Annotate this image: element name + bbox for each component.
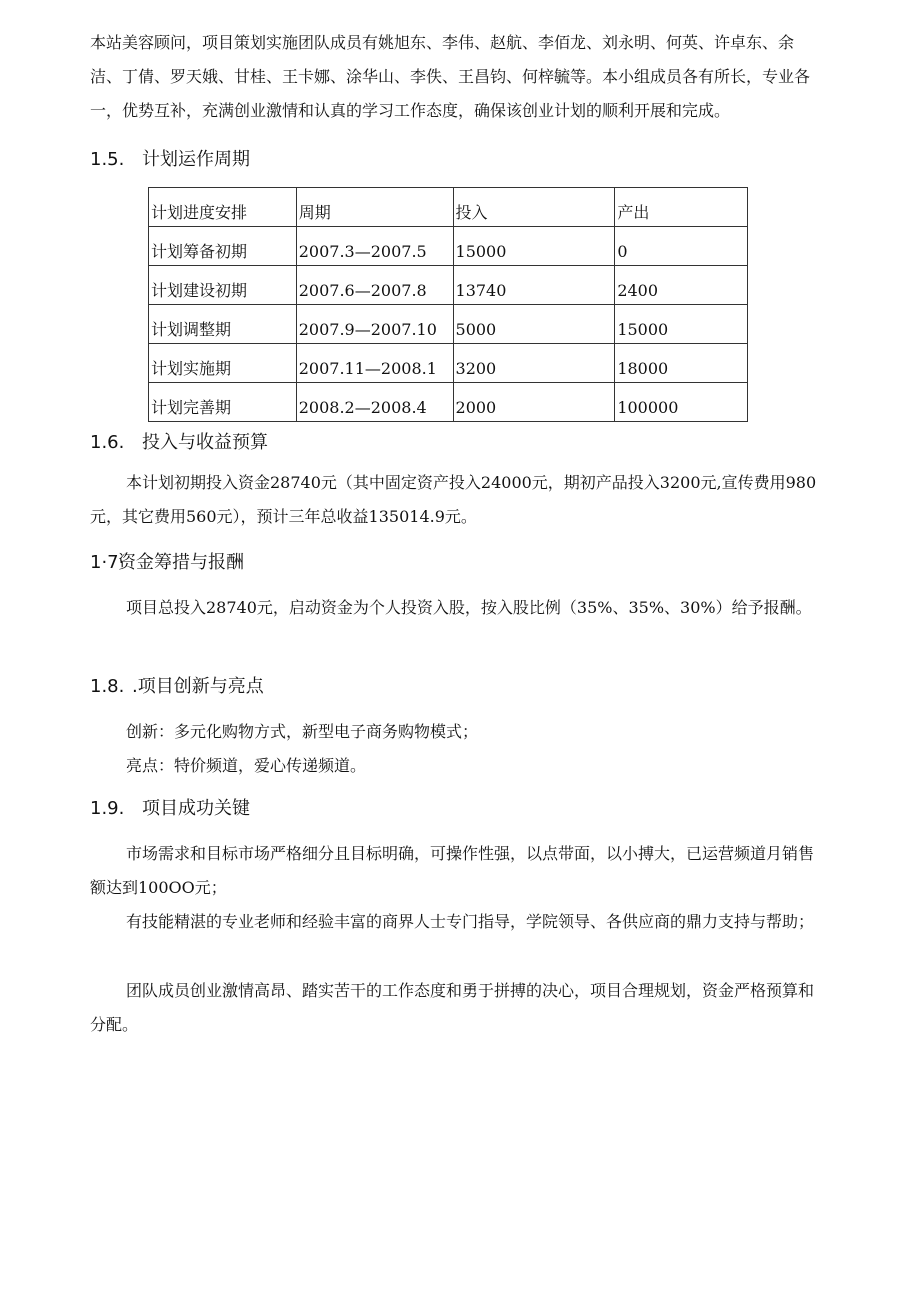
section-heading-1-8: [90, 675, 264, 699]
table-cell: 100000: [615, 383, 748, 422]
intro-paragraph: 本站美容顾问，项目策划实施团队成员有姚旭东、李伟、赵航、李佰龙、刘永明、何英、许卓东、余洁、丁倩、罗天娥、甘桂、王卡娜、涂华山、李佚、王昌钧、何梓毓等。本小组成员各有所长，专业各一，优势互补，充满创业激情和认真的学习工作态度，确保该创业计划的顺利开展和完成。: [90, 33, 811, 120]
table-cell: 5000: [453, 305, 615, 344]
table-header-cell: 周期: [296, 188, 453, 227]
highlight-line: 亮点：特价频道，爱心传递频道。: [126, 756, 367, 775]
table-row: [149, 305, 748, 344]
schedule-table: [148, 187, 748, 422]
table-row: [149, 227, 748, 266]
section-heading-1-6: [90, 431, 268, 455]
section-heading-1-7: [90, 551, 244, 575]
table-cell: 2007.3—2007.5: [296, 227, 453, 266]
table-cell: 2400: [615, 266, 748, 305]
section-title: .项目创新与亮点: [132, 676, 264, 697]
table-cell: 2007.9—2007.10: [296, 305, 453, 344]
section-title: 计划运作周期: [142, 149, 250, 170]
section-number: 1.9.: [90, 798, 125, 819]
success-paragraph: 团队成员创业激情高昂、踏实苦干的工作态度和勇于拼搏的决心，项目合理规划，资金严格预算和分配。: [90, 981, 815, 1034]
innovation-line: 创新：多元化购物方式，新型电子商务购物模式；: [126, 722, 479, 741]
table-cell: 0: [615, 227, 748, 266]
table-header-row: [149, 188, 748, 227]
table-cell: 3200: [453, 344, 615, 383]
section-number: 1·7·: [90, 552, 125, 573]
table-cell: 13740: [453, 266, 615, 305]
table-cell: 15000: [453, 227, 615, 266]
success-paragraph: 市场需求和目标市场严格细分且目标明确，可操作性强，以点带面，以小搏大，已运营频道月销售额达到100OO元；: [90, 844, 815, 897]
table-cell: 计划实施期: [149, 344, 297, 383]
section-body-1-6: 本计划初期投入资金28740元（其中固定资产投入24000元，期初产品投入3200元,宣传费用980元，其它费用560元），预计三年总收益135014.9元。: [90, 473, 817, 526]
table-cell: 2007.6—2007.8: [296, 266, 453, 305]
table-cell: 2008.2—2008.4: [296, 383, 453, 422]
section-number: 1.6.: [90, 432, 125, 453]
table-cell: 计划建设初期: [149, 266, 297, 305]
section-heading-1-9: [90, 797, 250, 821]
table-cell: 计划调整期: [149, 305, 297, 344]
section-number: 1.8.: [90, 676, 125, 697]
table-header-cell: 产出: [615, 188, 748, 227]
section-title: 资金筹措与报酬: [118, 552, 244, 573]
table-cell: 计划完善期: [149, 383, 297, 422]
section-number: 1.5.: [90, 149, 125, 170]
section-title: 项目成功关键: [142, 798, 250, 819]
table-cell: 2007.11—2008.1: [296, 344, 453, 383]
table-header-cell: 投入: [453, 188, 615, 227]
table-cell: 15000: [615, 305, 748, 344]
table-cell: 2000: [453, 383, 615, 422]
section-title: 投入与收益预算: [142, 432, 268, 453]
table-cell: 18000: [615, 344, 748, 383]
table-header-cell: 计划进度安排: [149, 188, 297, 227]
table-row: [149, 383, 748, 422]
table-row: [149, 266, 748, 305]
table-cell: 计划筹备初期: [149, 227, 297, 266]
section-body-1-7: 项目总投入28740元，启动资金为个人投资入股，按入股比例（35%、35%、30%）给予报酬。: [126, 598, 812, 617]
table-row: [149, 344, 748, 383]
success-paragraph: 有技能精湛的专业老师和经验丰富的商界人士专门指导，学院领导、各供应商的鼎力支持与帮助；: [126, 912, 815, 931]
section-heading-1-5: [90, 148, 250, 172]
